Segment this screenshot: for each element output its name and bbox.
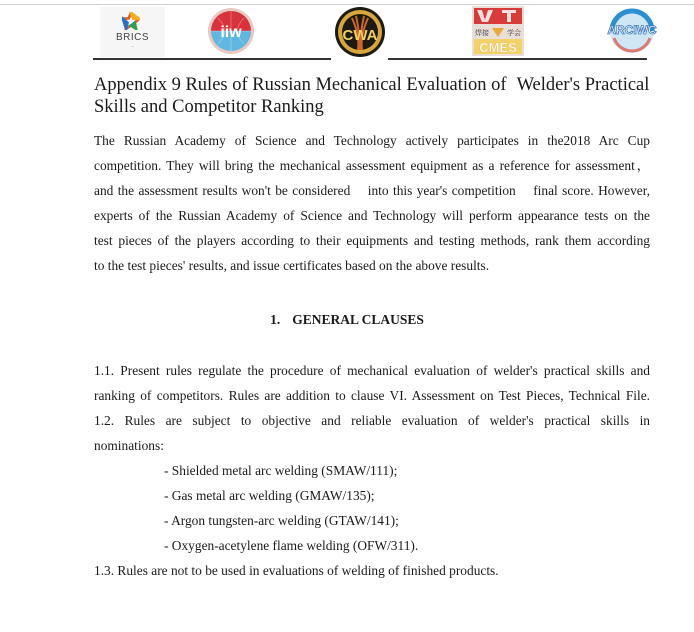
title-part-1: Appendix 9 Rules of Russian Mechanical Evaluation of bbox=[94, 75, 507, 95]
brics-logo-text: BRICS bbox=[115, 32, 150, 43]
intro-paragraph bbox=[94, 128, 650, 278]
page-top-border bbox=[0, 4, 694, 5]
cwa-logo bbox=[334, 6, 386, 58]
nomination-item: - Oxygen-acetylene flame welding (OFW/311). bbox=[164, 538, 419, 553]
intro-line: The Russian Academy of Science and Technology actively participates in the2018 Arc Cup bbox=[94, 133, 650, 148]
clause-line: nominations: bbox=[94, 438, 164, 453]
section-number: 1. bbox=[270, 312, 281, 327]
intro-line: test pieces of the players according to their equipments and testing methods, rank them according bbox=[94, 233, 650, 248]
brics-logo bbox=[100, 7, 165, 57]
iiw-logo bbox=[206, 6, 256, 56]
clauses-paragraph bbox=[94, 358, 650, 458]
intro-line: and the assessment results won't be considered into this year's competition final score. However, bbox=[94, 183, 650, 198]
section-heading bbox=[0, 312, 694, 328]
cwa-logo-text: CWA bbox=[342, 27, 378, 44]
iiw-logo-text: iiw bbox=[220, 24, 242, 41]
brics-star-icon bbox=[122, 12, 140, 30]
arciwc-logo-text: ARCIWC bbox=[607, 23, 657, 37]
title-part-2: Welder's Practical bbox=[516, 75, 650, 95]
clause-line: 1.2. Rules are subject to objective and reliable evaluation of welder's practical skills in bbox=[94, 413, 650, 428]
intro-line: experts of the Russian Academy of Science and Technology will perform appearance tests on the bbox=[94, 208, 650, 223]
header-underline-left bbox=[93, 58, 331, 60]
cmes-logo-right-text: 学会 bbox=[507, 29, 521, 37]
cmes-logo-left-text: 焊接 bbox=[475, 29, 489, 37]
section-title: GENERAL CLAUSES bbox=[292, 312, 424, 327]
nomination-item: - Shielded metal arc welding (SMAW/111); bbox=[164, 463, 398, 478]
document-title bbox=[94, 74, 654, 118]
intro-line: to the test pieces' results, and issue certificates based on the above results. bbox=[94, 258, 490, 273]
nominations-list bbox=[164, 458, 418, 558]
clause-line: 1.1. Present rules regulate the procedure of mechanical evaluation of welder's practical skills and bbox=[94, 363, 650, 378]
arciwc-logo bbox=[600, 6, 664, 56]
title-line-2: Skills and Competitor Ranking bbox=[94, 97, 324, 117]
clause-line: ranking of competitors. Rules are addition to clause VI. Assessment on Test Pieces, Technical File. bbox=[94, 388, 650, 403]
clause-1-3: 1.3. Rules are not to be used in evaluations of welding of finished products. bbox=[94, 563, 499, 578]
nomination-item: - Gas metal arc welding (GMAW/135); bbox=[164, 488, 375, 503]
intro-line: competition. They will bring the mechanical assessment equipment as a reference for assessment， bbox=[94, 158, 650, 173]
header-underline-right bbox=[388, 58, 647, 60]
cmes-logo bbox=[472, 6, 524, 56]
brics-logo-subtext: — bbox=[131, 44, 134, 48]
cmes-logo-text: CMES bbox=[479, 40, 517, 55]
nomination-item: - Argon tungsten-arc welding (GTAW/141); bbox=[164, 513, 399, 528]
